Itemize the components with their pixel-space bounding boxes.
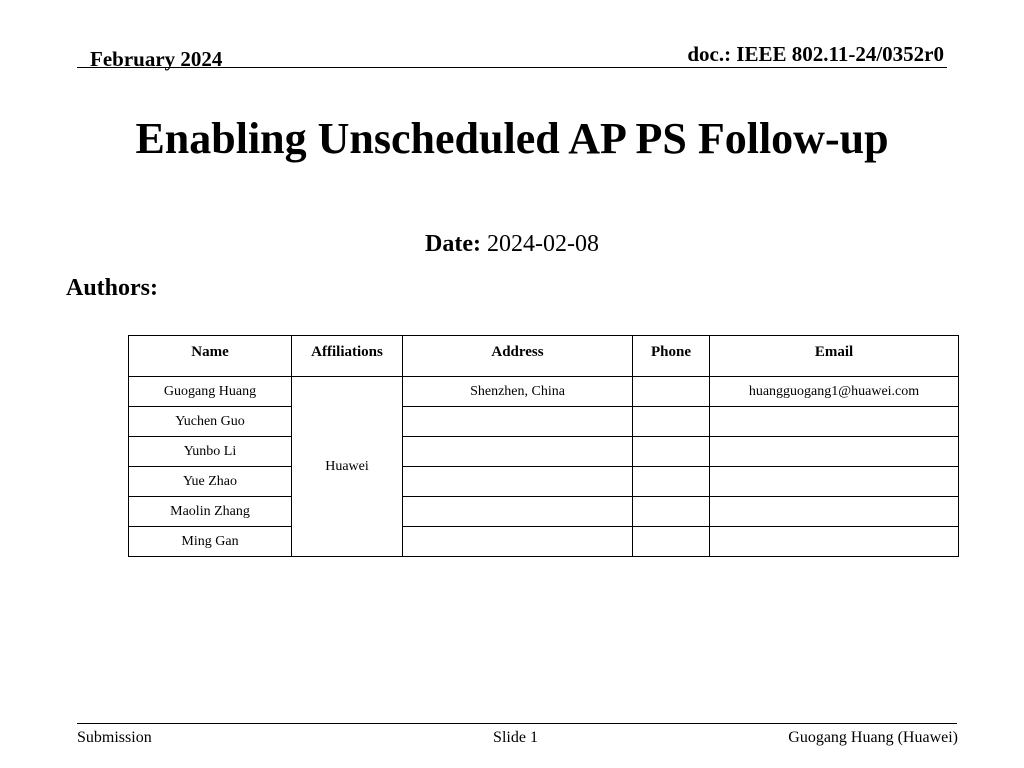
table-row — [129, 377, 959, 407]
cell-phone — [633, 407, 710, 437]
date-value: 2024-02-08 — [486, 231, 599, 257]
table-row — [129, 467, 959, 497]
cell-name: Yunbo Li — [129, 437, 292, 467]
cell-address — [403, 497, 633, 527]
cell-email — [710, 497, 959, 527]
table-row — [129, 407, 959, 437]
cell-address — [403, 407, 633, 437]
cell-phone — [633, 497, 710, 527]
cell-name: Yue Zhao — [129, 467, 292, 497]
cell-email — [710, 467, 959, 497]
cell-name: Yuchen Guo — [129, 407, 292, 437]
date-line — [0, 229, 1024, 259]
table-row — [129, 437, 959, 467]
cell-address — [403, 467, 633, 497]
table-header-row — [129, 336, 959, 377]
column-header-email: Email — [710, 336, 959, 377]
header-doc-id: doc.: IEEE 802.11-24/0352r0 — [687, 42, 944, 66]
cell-address — [403, 437, 633, 467]
cell-name: Maolin Zhang — [129, 497, 292, 527]
cell-email — [710, 407, 959, 437]
authors-table — [128, 335, 959, 557]
cell-phone — [633, 467, 710, 497]
footer-author: Guogang Huang (Huawei) — [788, 729, 958, 746]
footer-slide-number: Slide 1 — [493, 729, 538, 746]
cell-affiliation: Huawei — [292, 377, 403, 557]
cell-phone — [633, 527, 710, 557]
cell-phone — [633, 377, 710, 407]
table-row — [129, 497, 959, 527]
table-row — [129, 527, 959, 557]
column-header-name: Name — [129, 336, 292, 377]
authors-label: Authors: — [66, 275, 159, 301]
column-header-affiliations: Affiliations — [292, 336, 403, 377]
slide-title: Enabling Unscheduled AP PS Follow-up — [135, 114, 889, 163]
footer-submission: Submission — [77, 729, 152, 746]
cell-address: Shenzhen, China — [403, 377, 633, 407]
header-divider — [77, 67, 947, 68]
cell-phone — [633, 437, 710, 467]
date-label: Date: — [425, 231, 481, 257]
header-date: February 2024 — [90, 47, 223, 71]
footer-divider — [77, 723, 957, 724]
column-header-address: Address — [403, 336, 633, 377]
cell-address — [403, 527, 633, 557]
column-header-phone: Phone — [633, 336, 710, 377]
cell-email: huangguogang1@huawei.com — [710, 377, 959, 407]
cell-email — [710, 527, 959, 557]
cell-email — [710, 437, 959, 467]
cell-name: Guogang Huang — [129, 377, 292, 407]
cell-name: Ming Gan — [129, 527, 292, 557]
